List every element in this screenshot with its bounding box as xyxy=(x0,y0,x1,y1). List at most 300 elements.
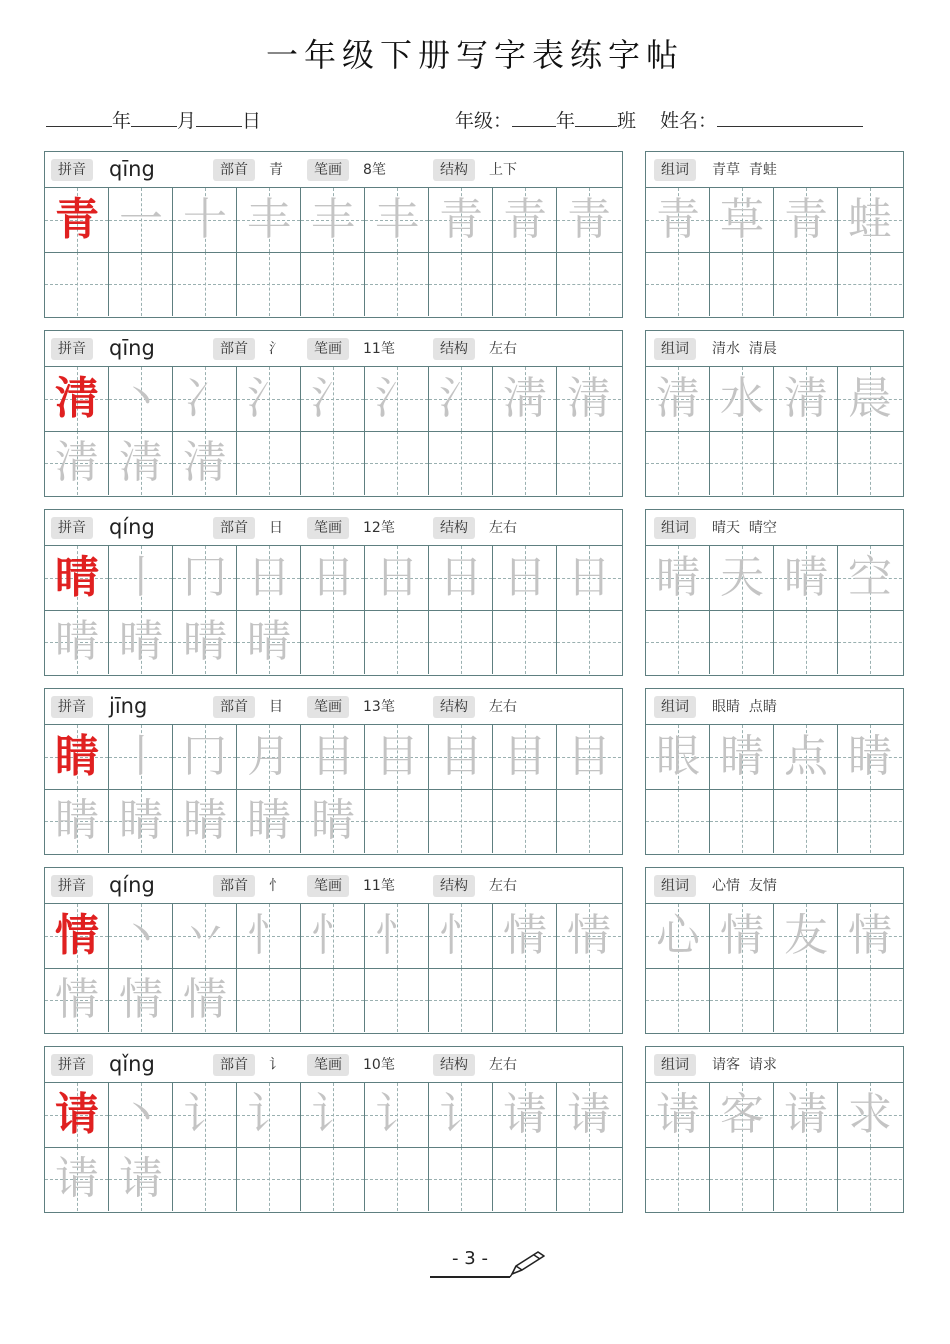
practice-cell[interactable] xyxy=(493,789,557,853)
practice-cell[interactable] xyxy=(557,904,621,968)
words-value: 眼睛 点睛 xyxy=(712,699,777,715)
radical-value: 目 xyxy=(269,699,283,715)
practice-cell[interactable] xyxy=(365,188,429,252)
practice-cell[interactable] xyxy=(365,431,429,495)
practice-cell[interactable] xyxy=(109,431,173,495)
structure-chip: 结构 xyxy=(433,517,475,539)
trace-character: 晴 xyxy=(247,616,291,667)
practice-cell[interactable] xyxy=(45,610,109,674)
structure-value: 左右 xyxy=(489,341,517,357)
trace-stroke: 青 xyxy=(503,194,547,245)
practice-cell[interactable] xyxy=(237,367,301,431)
char-practice-block xyxy=(44,509,623,676)
practice-cell[interactable] xyxy=(301,367,365,431)
practice-cell[interactable] xyxy=(301,431,365,495)
structure-value: 左右 xyxy=(489,520,517,536)
structure-value: 左右 xyxy=(489,878,517,894)
trace-stroke: 日 xyxy=(375,552,419,603)
trace-stroke: 目 xyxy=(567,731,611,782)
practice-cell[interactable] xyxy=(301,188,365,252)
practice-cell[interactable] xyxy=(173,188,237,252)
class-blank[interactable] xyxy=(575,109,617,127)
practice-cell[interactable] xyxy=(45,1147,109,1211)
practice-cell[interactable] xyxy=(45,188,109,252)
word-cell[interactable] xyxy=(774,252,838,316)
word-cell[interactable] xyxy=(710,904,774,968)
practice-cell[interactable] xyxy=(429,1147,493,1211)
practice-cell[interactable] xyxy=(493,1147,557,1211)
word-cell[interactable] xyxy=(710,789,774,853)
trace-character: 情 xyxy=(183,974,227,1025)
trace-stroke: 讠 xyxy=(311,1089,355,1140)
practice-cell[interactable] xyxy=(493,431,557,495)
practice-cell[interactable] xyxy=(109,546,173,610)
word-cell[interactable] xyxy=(646,610,710,674)
practice-cell[interactable] xyxy=(429,725,493,789)
trace-stroke: 冫 xyxy=(183,373,227,424)
radical-chip: 部首 xyxy=(213,696,255,718)
main-character: 清 xyxy=(55,373,99,424)
word-practice-block xyxy=(645,151,904,318)
practice-cell[interactable] xyxy=(45,789,109,853)
trace-stroke: 淸 xyxy=(503,373,547,424)
word-cell[interactable] xyxy=(838,725,902,789)
main-character: 请 xyxy=(55,1089,99,1140)
words-header xyxy=(646,689,903,725)
word-character: 青 xyxy=(784,194,828,245)
trace-character: 睛 xyxy=(311,795,355,846)
practice-cell[interactable] xyxy=(301,1147,365,1211)
practice-cell[interactable] xyxy=(557,789,621,853)
pen-icon xyxy=(508,1250,546,1278)
radical-value: 讠 xyxy=(269,1057,283,1073)
word-character: 友 xyxy=(784,910,828,961)
trace-stroke: 讠 xyxy=(247,1089,291,1140)
practice-cell[interactable] xyxy=(493,546,557,610)
row-divider xyxy=(646,252,903,253)
practice-cell[interactable] xyxy=(109,610,173,674)
words-chip: 组词 xyxy=(654,338,696,360)
practice-cell[interactable] xyxy=(493,725,557,789)
word-cell[interactable] xyxy=(774,789,838,853)
row-divider xyxy=(646,610,903,611)
words-header xyxy=(646,868,903,904)
year-blank[interactable] xyxy=(46,109,112,127)
word-cell[interactable] xyxy=(838,546,902,610)
word-cell[interactable] xyxy=(774,546,838,610)
trace-stroke: 丨 xyxy=(119,731,163,782)
practice-cell[interactable] xyxy=(301,1083,365,1147)
practice-cell[interactable] xyxy=(493,1083,557,1147)
practice-cell[interactable] xyxy=(557,252,621,316)
practice-cell[interactable] xyxy=(109,968,173,1032)
practice-cell[interactable] xyxy=(365,904,429,968)
name-label: 姓名： xyxy=(660,110,718,132)
trace-character: 晴 xyxy=(119,616,163,667)
radical-chip: 部首 xyxy=(213,1054,255,1076)
practice-cell[interactable] xyxy=(365,1147,429,1211)
strokes-chip: 笔画 xyxy=(307,1054,349,1076)
practice-cell[interactable] xyxy=(557,1083,621,1147)
word-cell[interactable] xyxy=(838,188,902,252)
practice-cell[interactable] xyxy=(173,904,237,968)
word-cell[interactable] xyxy=(838,904,902,968)
word-character: 情 xyxy=(848,910,892,961)
char-info-header xyxy=(45,1047,622,1083)
trace-stroke: 丨 xyxy=(119,552,163,603)
practice-cell[interactable] xyxy=(365,367,429,431)
name-blank[interactable] xyxy=(717,109,863,127)
pinyin-value: jīng xyxy=(109,694,148,718)
word-cell[interactable] xyxy=(646,789,710,853)
pinyin-value: qíng xyxy=(109,515,155,539)
word-cell[interactable] xyxy=(710,725,774,789)
practice-cell[interactable] xyxy=(237,968,301,1032)
structure-chip: 结构 xyxy=(433,338,475,360)
structure-value: 左右 xyxy=(489,1057,517,1073)
page-title: 一年级下册写字表练字帖 xyxy=(265,36,684,74)
trace-stroke: 讠 xyxy=(375,1089,419,1140)
radical-value: 氵 xyxy=(269,341,283,357)
practice-cell[interactable] xyxy=(557,367,621,431)
trace-stroke: 讠 xyxy=(439,1089,483,1140)
practice-cell[interactable] xyxy=(237,431,301,495)
pinyin-value: qǐng xyxy=(109,1052,155,1076)
char-practice-block xyxy=(44,330,623,497)
practice-cell[interactable] xyxy=(557,431,621,495)
practice-cell[interactable] xyxy=(493,188,557,252)
practice-cell[interactable] xyxy=(237,1083,301,1147)
practice-cell[interactable] xyxy=(429,367,493,431)
practice-cell[interactable] xyxy=(429,610,493,674)
trace-character: 睛 xyxy=(247,795,291,846)
practice-cell[interactable] xyxy=(109,188,173,252)
word-cell[interactable] xyxy=(838,610,902,674)
practice-cell[interactable] xyxy=(173,431,237,495)
word-cell[interactable] xyxy=(838,789,902,853)
word-cell[interactable] xyxy=(646,725,710,789)
practice-cell[interactable] xyxy=(237,610,301,674)
practice-cell[interactable] xyxy=(109,789,173,853)
char-practice-block xyxy=(44,688,623,855)
word-character: 心 xyxy=(656,910,700,961)
practice-cell[interactable] xyxy=(429,431,493,495)
practice-cell[interactable] xyxy=(109,904,173,968)
trace-stroke: 十 xyxy=(183,194,227,245)
word-cell[interactable] xyxy=(710,610,774,674)
practice-cell[interactable] xyxy=(493,367,557,431)
trace-character: 情 xyxy=(119,974,163,1025)
word-cell[interactable] xyxy=(646,252,710,316)
word-character: 请 xyxy=(656,1089,700,1140)
trace-stroke: 忄 xyxy=(439,910,483,961)
practice-cell[interactable] xyxy=(429,789,493,853)
practice-cell[interactable] xyxy=(45,1083,109,1147)
practice-cell[interactable] xyxy=(45,968,109,1032)
trace-character: 清 xyxy=(119,437,163,488)
practice-cell[interactable] xyxy=(365,252,429,316)
practice-cell[interactable] xyxy=(45,904,109,968)
char-practice-block xyxy=(44,151,623,318)
practice-cell[interactable] xyxy=(301,789,365,853)
words-value: 青草 青蛙 xyxy=(712,162,777,178)
word-cell[interactable] xyxy=(646,431,710,495)
radical-chip: 部首 xyxy=(213,338,255,360)
day-blank[interactable] xyxy=(196,109,242,127)
word-cell[interactable] xyxy=(838,1083,902,1147)
word-character: 晴 xyxy=(784,552,828,603)
practice-cell[interactable] xyxy=(237,725,301,789)
practice-cell[interactable] xyxy=(365,1083,429,1147)
word-cell[interactable] xyxy=(838,367,902,431)
day-label: 日 xyxy=(242,110,262,132)
practice-cell[interactable] xyxy=(301,904,365,968)
word-character: 晨 xyxy=(848,373,892,424)
month-blank[interactable] xyxy=(131,109,177,127)
strokes-chip: 笔画 xyxy=(307,517,349,539)
word-cell[interactable] xyxy=(774,968,838,1032)
word-character: 眼 xyxy=(656,731,700,782)
trace-stroke: 日 xyxy=(247,552,291,603)
trace-stroke: 目 xyxy=(439,731,483,782)
word-cell[interactable] xyxy=(710,546,774,610)
word-cell[interactable] xyxy=(646,904,710,968)
structure-chip: 结构 xyxy=(433,875,475,897)
trace-stroke: 冂 xyxy=(183,731,227,782)
practice-cell[interactable] xyxy=(237,188,301,252)
practice-cell[interactable] xyxy=(109,1147,173,1211)
practice-cell[interactable] xyxy=(173,367,237,431)
word-cell[interactable] xyxy=(774,725,838,789)
word-practice-block xyxy=(645,330,904,497)
practice-cell[interactable] xyxy=(109,725,173,789)
date-line xyxy=(46,106,261,133)
trace-stroke: 情 xyxy=(567,910,611,961)
practice-cell[interactable] xyxy=(365,610,429,674)
practice-cell[interactable] xyxy=(237,789,301,853)
trace-stroke: 目 xyxy=(311,731,355,782)
structure-chip: 结构 xyxy=(433,696,475,718)
trace-stroke: 丶 xyxy=(119,1089,163,1140)
char-info-header xyxy=(45,868,622,904)
word-cell[interactable] xyxy=(710,1147,774,1211)
page-number: - 3 - xyxy=(430,1248,510,1278)
practice-cell[interactable] xyxy=(365,546,429,610)
trace-character: 晴 xyxy=(183,616,227,667)
pinyin-chip: 拼音 xyxy=(51,517,93,539)
practice-cell[interactable] xyxy=(109,1083,173,1147)
word-cell[interactable] xyxy=(646,188,710,252)
row-divider xyxy=(646,1147,903,1148)
trace-stroke: 丰 xyxy=(247,194,291,245)
word-cell[interactable] xyxy=(774,367,838,431)
pinyin-chip: 拼音 xyxy=(51,696,93,718)
strokes-chip: 笔画 xyxy=(307,338,349,360)
practice-cell[interactable] xyxy=(173,968,237,1032)
practice-cell[interactable] xyxy=(557,1147,621,1211)
trace-character: 睛 xyxy=(183,795,227,846)
word-practice-block xyxy=(645,509,904,676)
word-cell[interactable] xyxy=(710,252,774,316)
trace-stroke: 冂 xyxy=(183,552,227,603)
word-cell[interactable] xyxy=(838,968,902,1032)
words-chip: 组词 xyxy=(654,696,696,718)
char-info-header xyxy=(45,152,622,188)
practice-cell[interactable] xyxy=(557,610,621,674)
trace-stroke: 一 xyxy=(119,194,163,245)
trace-stroke: 忄 xyxy=(375,910,419,961)
practice-cell[interactable] xyxy=(365,725,429,789)
words-header xyxy=(646,510,903,546)
trace-character: 晴 xyxy=(55,616,99,667)
strokes-value: 8笔 xyxy=(363,162,386,178)
practice-cell[interactable] xyxy=(365,968,429,1032)
word-cell[interactable] xyxy=(646,546,710,610)
word-cell[interactable] xyxy=(774,188,838,252)
trace-character: 请 xyxy=(119,1153,163,1204)
practice-cell[interactable] xyxy=(173,610,237,674)
word-cell[interactable] xyxy=(710,367,774,431)
practice-cell[interactable] xyxy=(109,367,173,431)
radical-value: 忄 xyxy=(269,878,283,894)
main-character: 青 xyxy=(55,194,99,245)
word-cell[interactable] xyxy=(646,367,710,431)
practice-cell[interactable] xyxy=(429,546,493,610)
practice-cell[interactable] xyxy=(557,968,621,1032)
structure-chip: 结构 xyxy=(433,1054,475,1076)
word-character: 清 xyxy=(656,373,700,424)
main-character: 情 xyxy=(55,910,99,961)
strokes-chip: 笔画 xyxy=(307,159,349,181)
practice-cell[interactable] xyxy=(173,725,237,789)
word-character: 空 xyxy=(848,552,892,603)
word-cell[interactable] xyxy=(838,252,902,316)
trace-stroke: 日 xyxy=(567,552,611,603)
practice-cell[interactable] xyxy=(301,252,365,316)
words-value: 晴天 晴空 xyxy=(712,520,777,536)
row-divider xyxy=(646,431,903,432)
word-cell[interactable] xyxy=(646,1147,710,1211)
practice-cell[interactable] xyxy=(429,968,493,1032)
strokes-value: 10笔 xyxy=(363,1057,395,1073)
word-cell[interactable] xyxy=(710,968,774,1032)
main-character: 睛 xyxy=(55,731,99,782)
practice-cell[interactable] xyxy=(301,546,365,610)
practice-cell[interactable] xyxy=(493,904,557,968)
words-chip: 组词 xyxy=(654,875,696,897)
word-cell[interactable] xyxy=(646,1083,710,1147)
word-cell[interactable] xyxy=(838,431,902,495)
word-cell[interactable] xyxy=(774,1147,838,1211)
practice-cell[interactable] xyxy=(301,725,365,789)
class-label: 班 xyxy=(617,110,637,132)
practice-cell[interactable] xyxy=(237,546,301,610)
practice-cell[interactable] xyxy=(557,725,621,789)
trace-stroke: 目 xyxy=(375,731,419,782)
practice-cell[interactable] xyxy=(45,252,109,316)
practice-cell[interactable] xyxy=(493,610,557,674)
practice-cell[interactable] xyxy=(557,546,621,610)
trace-character: 睛 xyxy=(119,795,163,846)
practice-cell[interactable] xyxy=(429,252,493,316)
practice-cell[interactable] xyxy=(429,904,493,968)
word-cell[interactable] xyxy=(774,431,838,495)
radical-chip: 部首 xyxy=(213,875,255,897)
word-cell[interactable] xyxy=(646,968,710,1032)
word-cell[interactable] xyxy=(710,188,774,252)
trace-stroke: 月 xyxy=(247,731,291,782)
trace-stroke: 氵 xyxy=(439,373,483,424)
word-cell[interactable] xyxy=(774,904,838,968)
practice-cell[interactable] xyxy=(173,546,237,610)
practice-cell[interactable] xyxy=(45,431,109,495)
trace-stroke: 丰 xyxy=(375,194,419,245)
practice-cell[interactable] xyxy=(109,252,173,316)
word-character: 睛 xyxy=(848,731,892,782)
trace-stroke: 讠 xyxy=(183,1089,227,1140)
trace-character: 请 xyxy=(55,1153,99,1204)
trace-stroke: 请 xyxy=(567,1089,611,1140)
practice-cell[interactable] xyxy=(173,789,237,853)
word-character: 蛙 xyxy=(848,194,892,245)
words-chip: 组词 xyxy=(654,159,696,181)
words-chip: 组词 xyxy=(654,517,696,539)
word-character: 请 xyxy=(784,1089,828,1140)
practice-cell[interactable] xyxy=(45,546,109,610)
practice-cell[interactable] xyxy=(45,367,109,431)
practice-cell[interactable] xyxy=(173,1083,237,1147)
year-label: 年 xyxy=(112,110,132,132)
practice-cell[interactable] xyxy=(429,1083,493,1147)
practice-cell[interactable] xyxy=(493,252,557,316)
word-cell[interactable] xyxy=(838,1147,902,1211)
word-cell[interactable] xyxy=(774,610,838,674)
trace-stroke: 清 xyxy=(567,373,611,424)
practice-cell[interactable] xyxy=(493,968,557,1032)
structure-value: 左右 xyxy=(489,699,517,715)
row-divider xyxy=(646,968,903,969)
word-cell[interactable] xyxy=(710,1083,774,1147)
pinyin-chip: 拼音 xyxy=(51,875,93,897)
trace-stroke: 丰 xyxy=(311,194,355,245)
practice-cell[interactable] xyxy=(429,188,493,252)
practice-cell[interactable] xyxy=(365,789,429,853)
practice-cell[interactable] xyxy=(173,1147,237,1211)
practice-cell[interactable] xyxy=(173,252,237,316)
char-info-header xyxy=(45,510,622,546)
words-value: 请客 请求 xyxy=(712,1057,777,1073)
practice-cell[interactable] xyxy=(45,725,109,789)
row-divider xyxy=(45,252,622,253)
trace-stroke: 日 xyxy=(503,552,547,603)
structure-value: 上下 xyxy=(489,162,517,178)
practice-cell[interactable] xyxy=(237,904,301,968)
structure-chip: 结构 xyxy=(433,159,475,181)
grade-blank[interactable] xyxy=(512,109,556,127)
practice-cell[interactable] xyxy=(301,610,365,674)
trace-stroke: 氵 xyxy=(375,373,419,424)
trace-stroke: 丷 xyxy=(183,910,227,961)
radical-chip: 部首 xyxy=(213,159,255,181)
practice-cell[interactable] xyxy=(237,252,301,316)
word-character: 天 xyxy=(720,552,764,603)
practice-cell[interactable] xyxy=(237,1147,301,1211)
word-cell[interactable] xyxy=(710,431,774,495)
practice-cell[interactable] xyxy=(557,188,621,252)
practice-cell[interactable] xyxy=(301,968,365,1032)
word-cell[interactable] xyxy=(774,1083,838,1147)
trace-stroke: 忄 xyxy=(311,910,355,961)
